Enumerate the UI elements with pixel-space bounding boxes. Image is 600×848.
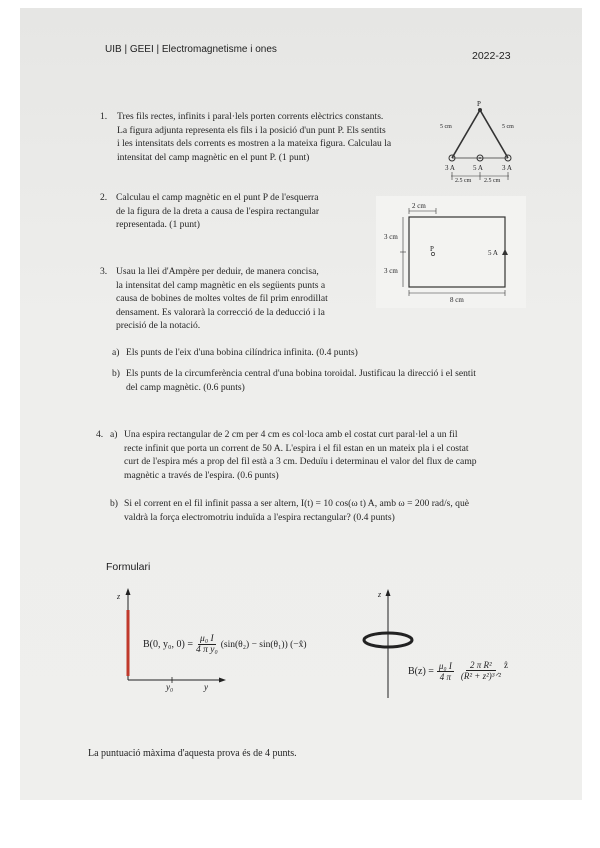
question-3b-label: b) [112,368,120,379]
text-line: intensitat del camp magnètic en el punt P. (1 punt) [117,151,310,163]
question-4a-text [124,428,544,482]
text-line: de la figura de la dreta a causa de l'espira rectangular [116,205,320,217]
text-line: precisió de la notació. [116,320,201,332]
wire-formula-rhs: (sin(θ₂) − sin(θ₁)) (−x̂) [220,639,307,650]
wire-field-formula [143,634,307,655]
fig1-side-left-label: 5 cm [440,124,452,130]
text-line: Els punts de la circumferència central d'una bobina toroidal. Justificau la direcció i el sentit [126,368,476,379]
question-3-text [116,265,366,333]
fig1-side-right-label: 5 cm [502,124,514,130]
fig1-current-right: 3 A [502,164,512,172]
question-4b-label: b) [110,498,118,509]
fig1-point-label: P [477,100,481,108]
text-line: la intensitat del camp magnètic en els següents punts a [116,279,326,291]
text-line: representada. (1 punt) [116,219,200,231]
fig1-current-left: 3 A [445,164,455,172]
loop-axis-z-label: z [378,590,382,599]
text-line: del camp magnètic. (0.6 punts) [126,381,245,393]
course-header [105,44,277,55]
question-2-number: 2. [100,192,108,203]
text-line: Usau la llei d'Ampère per deduir, de manera concisa, [116,266,319,277]
question-4a-label: a) [110,429,118,440]
triangle-side-left [452,110,480,158]
loop-formula-lhs: B(z) = [408,665,434,677]
loop-formula-denominator-1: 4 π [439,671,451,682]
footer-max-score: La puntuació màxima d'aquesta prova és de 4 punts. [88,748,297,759]
triangle-side-right [480,110,508,158]
loop-formula-denominator-2: (R² + z²)³ᐟ² [460,671,501,681]
figure-rectangular-loop [376,196,526,308]
fig2-point-label: P [430,245,434,253]
text-line: recte infinit que porta un corrent de 50 A. L'espira i el fil estan en un mateix pla i el costat [124,442,469,454]
fig2-current-label: 5 A [488,249,498,257]
point-p-dot [478,108,482,112]
question-3a-label: a) [112,347,120,358]
text-line: causa de bobines de moltes voltes de fil prim enrodillat [116,293,328,305]
wire-formula-numerator: μ₀ I [200,634,214,644]
loop-formula-fraction-1 [437,661,454,682]
wire-formula-denominator: 4 π y₀ [195,645,218,655]
loop-formula-fraction-2 [461,660,501,682]
wire-axis-z-label: z [117,592,121,601]
fig2-left-dim-2: 3 cm [384,267,398,275]
formulari-title: Formulari [106,561,151,573]
text-line: Tres fils rectes, infinits i paral·lels porten corrents elèctrics constants. [117,111,384,122]
fig2-top-dim: 2 cm [412,202,426,210]
text-line: densament. Es valorarà la correcció de la deducció i la [116,306,325,318]
text-line: curt de l'espira més a prop del fil està a 3 cm. Deduïu i determinau el valor del flux de camp [124,456,477,468]
text-line: Calculau el camp magnètic en el punt P de l'esquerra [116,192,319,203]
question-3-number: 3. [100,266,108,277]
text-line: La figura adjunta representa els fils i la posició d'un punt P. Els sentits [117,124,386,136]
wire-formula-lhs: B(0, y₀, 0) = [143,639,193,650]
question-4-number: 4. [96,429,104,440]
fig1-spacing-left: 2.5 cm [455,178,472,184]
wire-formula-fraction [196,634,218,655]
loop-formula-numerator-1: μ₀ I [438,660,452,671]
question-3b-text [126,367,536,394]
question-2-text [116,191,371,232]
figure-triangle-wires [440,98,530,190]
question-1-number: 1. [100,111,108,122]
loop-field-formula [408,660,508,682]
y-axis-arrow-icon [219,678,226,683]
z-axis-arrow-icon [126,588,131,595]
wire-y0-label: y₀ [166,682,174,692]
fig1-spacing-right: 2.5 cm [484,178,501,184]
wire-axis-y-label: y [204,682,208,692]
fig2-bottom-dim: 8 cm [450,296,464,304]
text-line: valdrà la força electromotriu induïda a l'espira rectangular? (0.4 punts) [124,511,395,523]
question-1-text [117,110,427,164]
academic-year: 2022-23 [472,50,511,62]
text-line: i les intensitats dels corrents es mostren a la mateixa figura. Calculau la [117,138,392,150]
course-title: UIB | GEEI | Electromagnetisme i ones [105,44,277,55]
text-line: Una espira rectangular de 2 cm per 4 cm es col·loca amb el costat curt paral·lel a un fil [124,429,458,440]
question-4b-text [124,497,544,524]
loop-z-axis-arrow-icon [386,589,391,596]
fig2-left-dim-1: 3 cm [384,233,398,241]
fig1-current-center: 5 A [473,164,483,172]
text-line: magnètic a través de l'espira. (0.6 punts) [124,469,279,481]
figure-loop-axis [360,586,420,702]
question-3a-text: Els punts de l'eix d'una bobina cilíndrica infinita. (0.4 punts) [126,347,358,358]
loop-formula-unit-vector: ẑ [504,660,508,670]
loop-formula-numerator-2: 2 π R² [466,660,496,671]
text-line: Si el corrent en el fil infinit passa a ser altern, I(t) = 10 cos(ω t) A, amb ω = 200 rad/s, què [124,498,470,509]
wire-center-dot [479,157,481,159]
